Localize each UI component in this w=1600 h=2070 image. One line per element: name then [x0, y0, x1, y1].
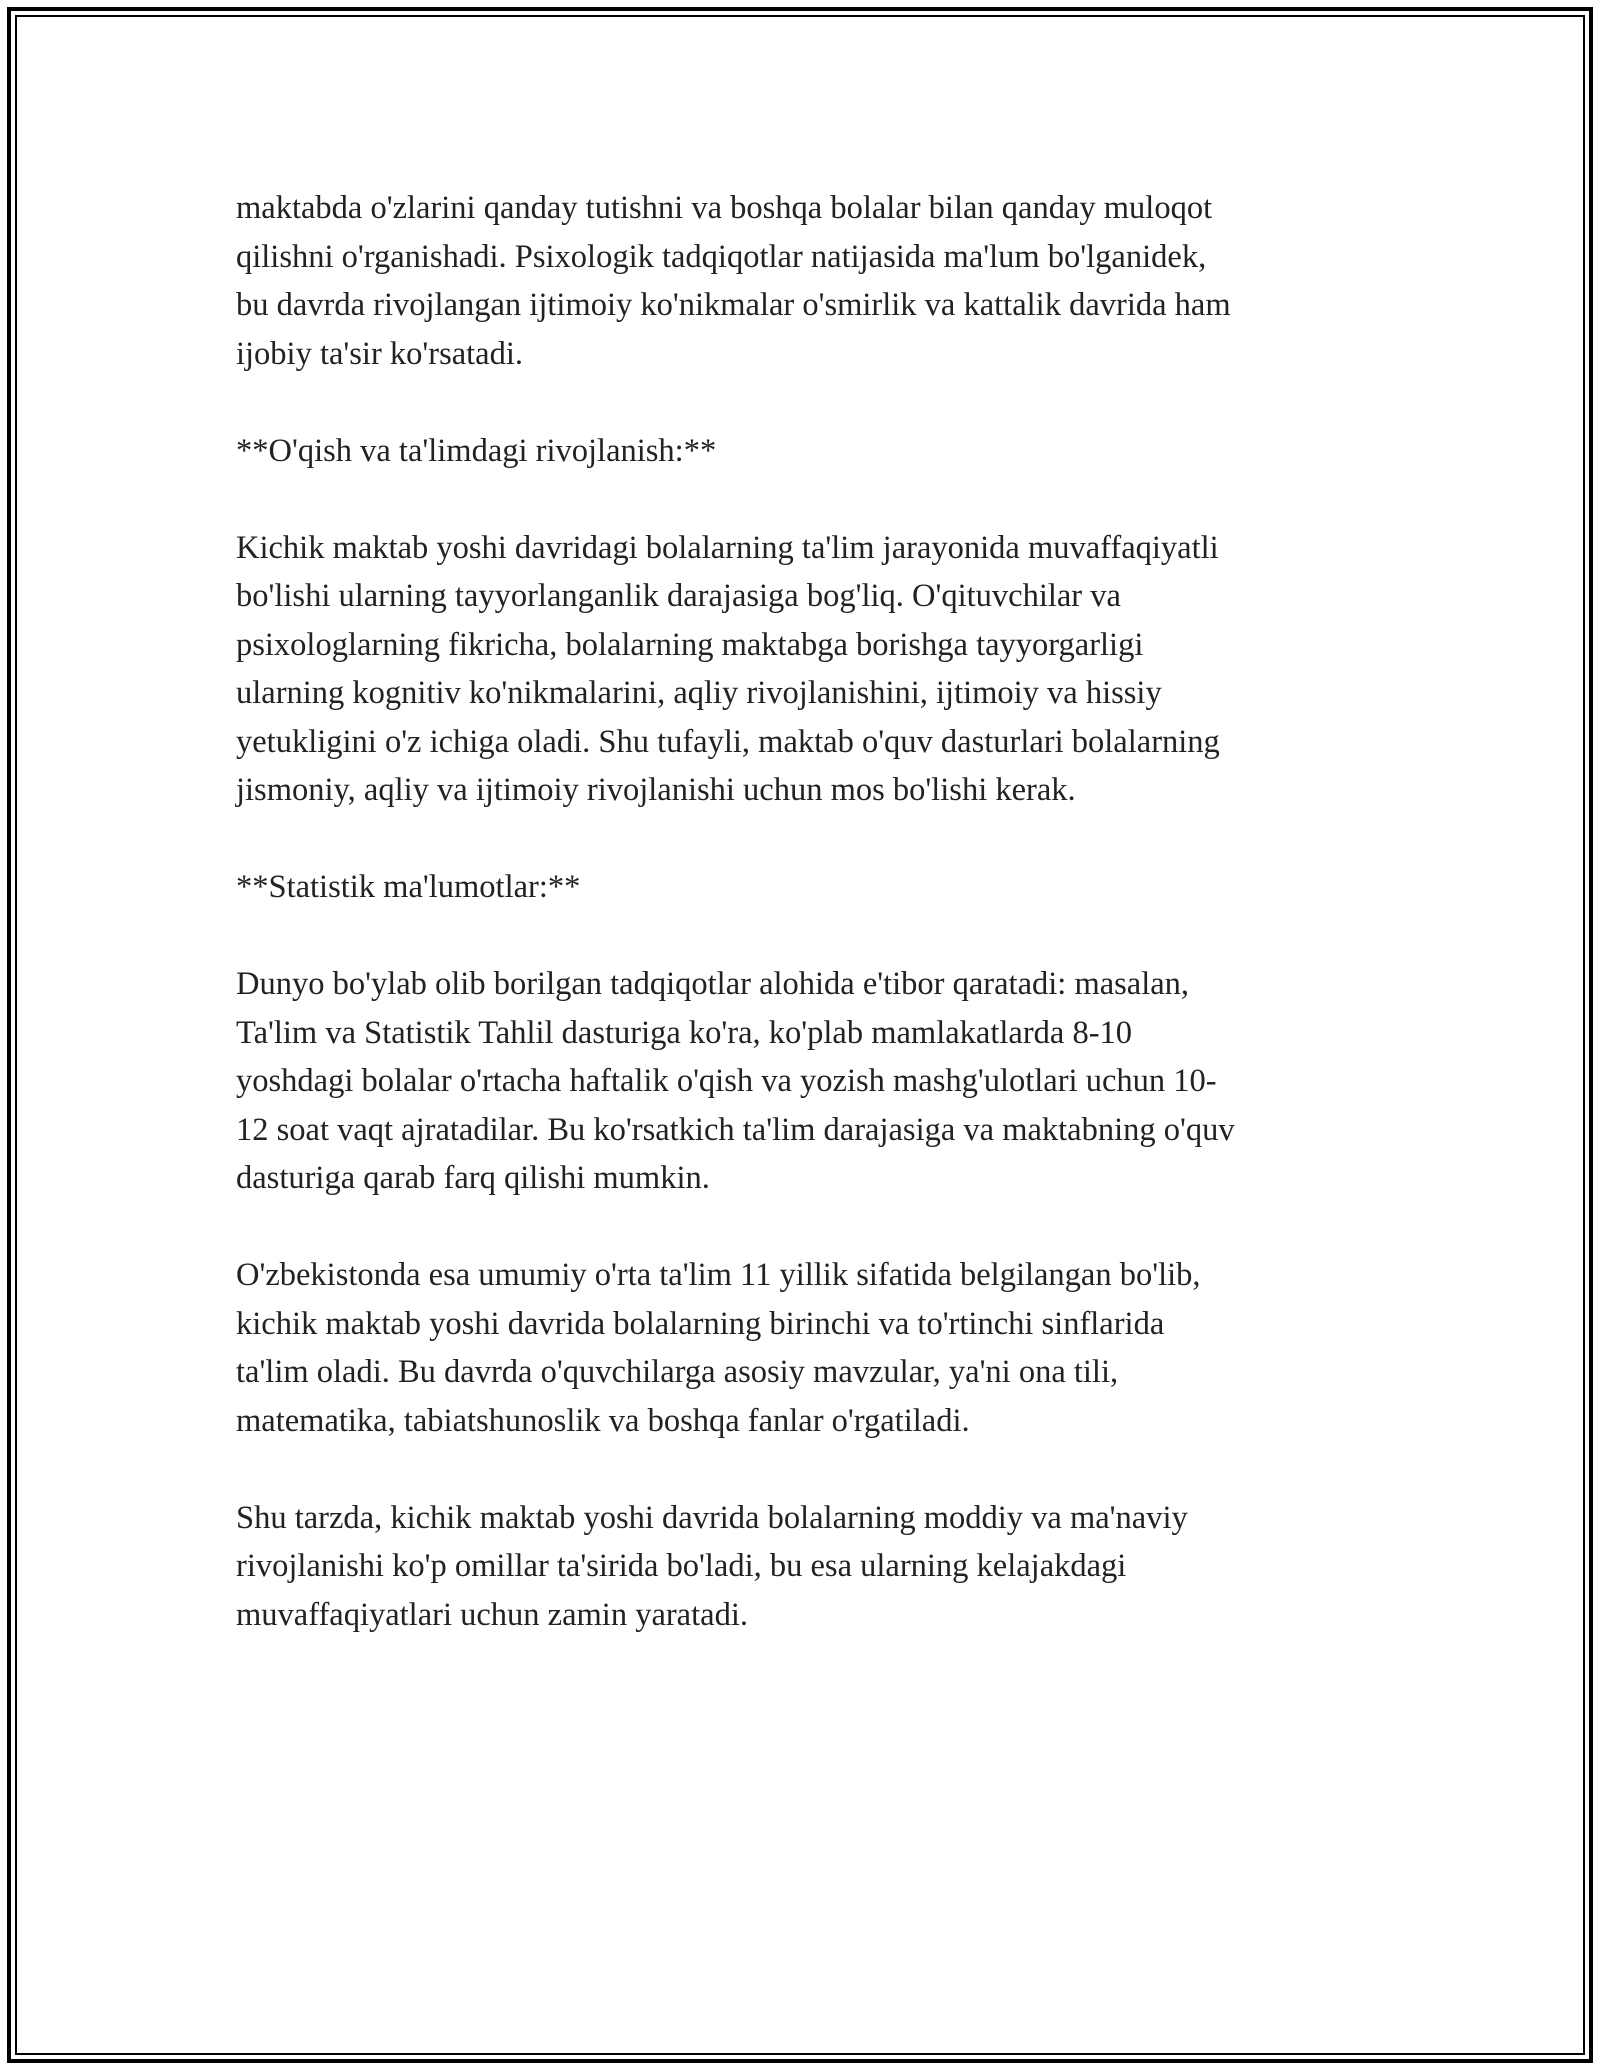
text-line: psixologlarning fikricha, bolalarning maktabga borishga tayyorgarligi [236, 626, 1144, 663]
text-line: bu davrda rivojlangan ijtimoiy ko'nikmalar o'smirlik va kattalik davrida ham [236, 287, 1231, 323]
text-line: ularning kognitiv ko'nikmalarini, aqliy rivojlanishini, ijtimoiy va hissiy [236, 675, 1162, 711]
text-line: maktabda o'zlarini qanday tutishni va boshqa bolalar bilan qanday muloqot [236, 190, 1213, 226]
text-line: kichik maktab yoshi davrida bolalarning birinchi va to'rtinchi sinflarida [236, 1305, 1165, 1342]
text-line: O'zbekistonda esa umumiy o'rta ta'lim 11 yillik sifatida belgilangan bo'lib, [236, 1257, 1201, 1293]
text-line: Kichik maktab yoshi davridagi bolalarning ta'lim jarayonida muvaffaqiyatli [236, 529, 1219, 566]
text-line: rivojlanishi ko'p omillar ta'sirida bo'ladi, bu esa ularning kelajakdagi [236, 1548, 1127, 1584]
text-line: 12 soat vaqt ajratadilar. Bu ko'rsatkich ta'lim darajasiga va maktabning o'quv [236, 1111, 1235, 1148]
paragraph-world-research [236, 960, 1376, 1203]
heading-statistics [236, 863, 1376, 912]
heading-reading-education [236, 427, 1376, 476]
text-line: muvaffaqiyatlari uchun zamin yaratadi. [236, 1596, 748, 1633]
paragraph-readiness [236, 524, 1376, 815]
text-line: matematika, tabiatshunoslik va boshqa fanlar o'rgatiladi. [236, 1402, 970, 1439]
heading-text: **Statistik ma'lumotlar:** [236, 869, 581, 905]
paragraph-uzbekistan [236, 1251, 1376, 1445]
paragraph-social-skills [236, 184, 1376, 378]
paragraph-conclusion [236, 1494, 1376, 1640]
text-line: ijobiy ta'sir ko'rsatadi. [236, 335, 524, 372]
text-line: bo'lishi ularning tayyorlanganlik darajasiga bog'liq. O'qituvchilar va [236, 578, 1121, 614]
text-line: dasturiga qarab farq qilishi mumkin. [236, 1160, 710, 1196]
text-line: Shu tarzda, kichik maktab yoshi davrida bolalarning moddiy va ma'naviy [236, 1499, 1188, 1536]
heading-text: **O'qish va ta'limdagi rivojlanish:** [236, 432, 717, 469]
text-line: ta'lim oladi. Bu davrda o'quvchilarga asosiy mavzular, ya'ni ona tili, [236, 1354, 1119, 1390]
text-line: qilishni o'rganishadi. Psixologik tadqiqotlar natijasida ma'lum bo'lganidek, [236, 238, 1207, 275]
text-line: Ta'lim va Statistik Tahlil dasturiga ko'ra, ko'plab mamlakatlarda 8-10 [236, 1014, 1133, 1051]
text-line: yoshdagi bolalar o'rtacha haftalik o'qish va yozish mashg'ulotlari uchun 10- [236, 1063, 1217, 1099]
document-body [236, 184, 1376, 1688]
text-line: jismoniy, aqliy va ijtimoiy rivojlanishi uchun mos bo'lishi kerak. [236, 772, 1076, 808]
text-line: Dunyo bo'ylab olib borilgan tadqiqotlar alohida e'tibor qaratadi: masalan, [236, 966, 1190, 1002]
text-line: yetukligini o'z ichiga oladi. Shu tufayli, maktab o'quv dasturlari bolalarning [236, 723, 1220, 760]
